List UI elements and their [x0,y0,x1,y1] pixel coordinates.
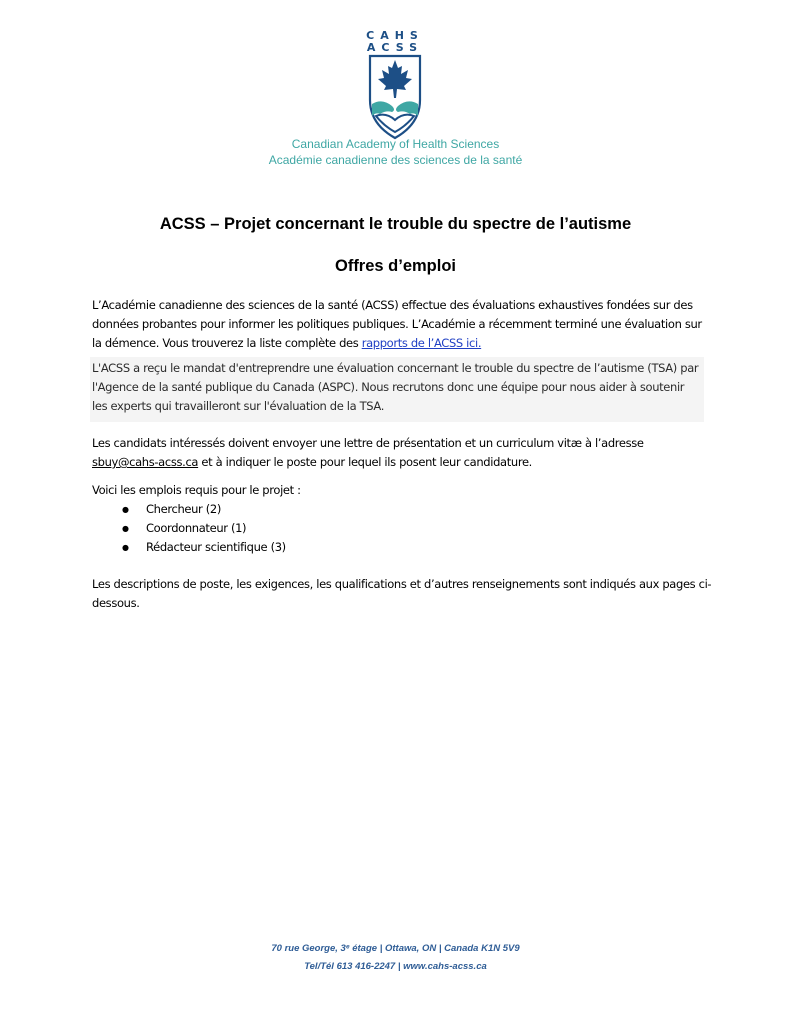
apply-paragraph [92,434,712,472]
list-item: ● Rédacteur scientifique (3) [118,538,286,557]
logo-line-2: ACSS [366,41,424,54]
page-subtitle: Offres d’emploi [334,257,457,275]
footer-address: 70 rue George, 3ᵉ étage | Ottawa, ON | Canada K1N 5V9 [271,943,520,954]
org-name-fr: Académie canadienne des sciences de la santé [268,153,523,167]
jobs-list [118,500,286,557]
page-title: ACSS – Projet concernant le trouble du spectre de l’autisme [159,215,632,233]
footer-contact: Tel/Tél 613 416-2247 | www.cahs-acss.ca [304,961,487,972]
descriptions-paragraph: Les descriptions de poste, les exigences, les qualifications et d’autres renseignements sont indiqués aux pages ci-dessous. [92,577,712,610]
jobs-intro: Voici les emplois requis pour le projet : [92,483,301,497]
apply-text-before: Les candidats intéressés doivent envoyer une lettre de présentation et un curriculum vitæ à l’adresse [92,436,644,450]
logo-line-1: CAHS [366,29,424,42]
list-item: ● Coordonnateur (1) [118,519,286,538]
maple-leaf-hands-icon [366,54,424,140]
intro-paragraph [92,296,712,353]
cahs-logo [366,30,424,145]
email-link[interactable]: sbuy@cahs-acss.ca [92,455,199,469]
intro-text: L’Académie canadienne des sciences de la santé (ACSS) effectue des évaluations exhaustives fondées sur des données probantes pour informer les politiques publiques. L’Académie a récemment terminé une évaluation sur la démence. Vous trouverez la liste complète des [92,298,702,350]
list-item: ● Chercheur (2) [118,500,286,519]
mandate-paragraph: L'ACSS a reçu le mandat d'entreprendre une évaluation concernant le trouble du spectre de l’autisme (TSA) par l'Agence de la santé publique du Canada (ASPC). Nous recrutons donc une équipe pour nous aider à soutenir les experts qui travailleront sur l'évaluation de la TSA. [90,357,704,422]
reports-link[interactable]: rapports de l’ACSS ici. [361,336,482,350]
apply-text-after: et à indiquer le poste pour lequel ils posent leur candidature. [198,455,532,469]
org-name-en: Canadian Academy of Health Sciences [291,137,500,151]
